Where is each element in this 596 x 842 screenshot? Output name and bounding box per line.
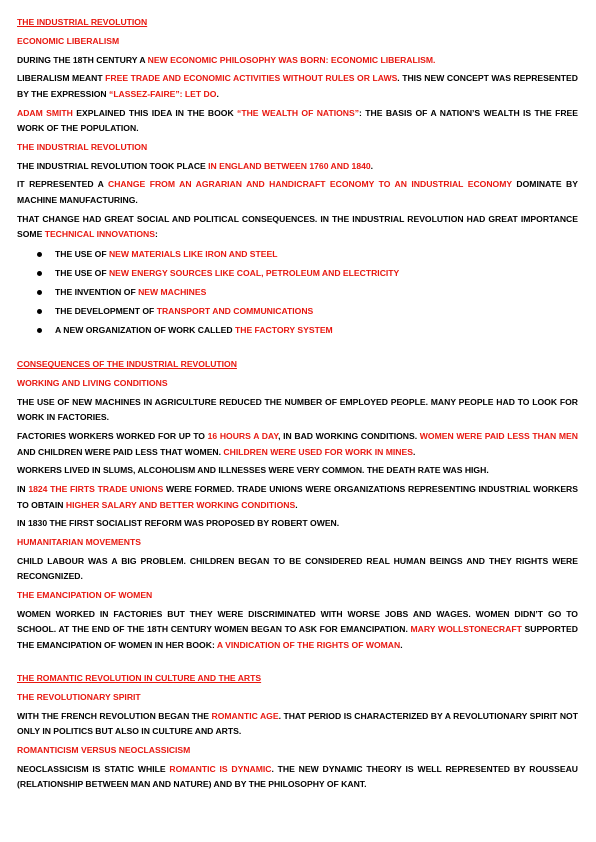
list-item-text [55,287,206,297]
text-run: WITH THE FRENCH REVOLUTION BEGAN THE [17,710,212,721]
highlighted-text: A VINDICATION OF THE RIGHTS OF WOMAN [216,639,401,650]
highlighted-text: “THE WEALTH OF NATIONS” [237,107,360,118]
text-run: . [412,446,416,457]
highlighted-text: CHILDREN WERE USED FOR WORK IN MINES [223,446,413,457]
heading-industrial-revolution: THE INDUSTRIAL REVOLUTION [17,141,148,152]
text-run: : THE BASIS OF A NATION’S WEALTH IS THE FREE WORK OF THE POPULATION. [17,107,578,133]
text-run: NEOCLASSICISM IS STATIC WHILE [17,763,170,774]
highlighted-text: ROMANTIC IS DYNAMIC [169,763,272,774]
paragraph [17,177,578,208]
paragraph [17,53,578,68]
text-run: LIBERALISM MEANT [17,73,106,84]
highlighted-text: NEW ENERGY SOURCES LIKE COAL, PETROLEUM AND ELECTRICITY [108,268,400,279]
text-run: SUPPORTED THE EMANCIPATION OF WOMEN IN HER BOOK: [17,624,578,650]
text-run: WORKERS LIVED IN SLUMS, ALCOHOLISM AND ILLNESSES WERE VERY COMMON. THE DEATH RATE WAS HIGH. [17,465,489,476]
list-item-text [55,268,399,278]
text-run: THE USE OF [55,249,109,260]
heading-revolutionary-spirit: THE REVOLUTIONARY SPIRIT [17,692,141,702]
list-item-text [55,306,313,316]
text-run: : [155,229,158,239]
paragraph [17,554,578,585]
text-run: THE INVENTION OF [55,287,139,297]
list-item [37,321,578,340]
text-run: IN 1830 THE FIRST SOCIALIST REFORM WAS PROPOSED BY ROBERT OWEN. [17,518,340,529]
text-run: THE INDUSTRIAL REVOLUTION TOOK PLACE [17,160,209,171]
text-run: . [295,499,298,510]
highlighted-text: MARY WOLLSTONECRAFT [410,624,522,635]
text-run: DURING THE 18TH CENTURY A [17,54,148,65]
paragraph [17,463,578,478]
text-run: WOMEN WORKED IN FACTORIES BUT THEY WERE DISCRIMINATED WITH WORSE JOBS AND WAGES. WOMEN DIDN’T GO TO SCHOOL. AT THE END OF THE 18TH CENTURY WOMEN BEGAN TO ASK FOR EMANCIPATION. [17,608,578,635]
text-run: . THAT PERIOD IS CHARACTERIZED BY A REVOLUTIONARY SPIRIT NOT ONLY IN POLITICS BUT ALSO IN CULTURE AND ARTS. [17,710,578,737]
paragraph [17,159,578,174]
bullet-icon [37,328,42,333]
document-body [17,15,578,793]
text-run: EXPLAINED THIS IDEA IN THE BOOK [72,107,238,118]
highlighted-text: 1824 THE FIRTS TRADE UNIONS [28,484,164,495]
text-run: THE USE OF NEW MACHINES IN AGRICULTURE REDUCED THE NUMBER OF EMPLOYED PEOPLE. MANY PEOPLE HAD TO LOOK FOR WORK IN FACTORIES. [17,396,578,423]
highlighted-text: NEW MACHINES [138,287,207,297]
section-title-consequences: CONSEQUENCES OF THE INDUSTRIAL REVOLUTION [17,359,237,370]
text-run: CHILD LABOUR WAS A BIG PROBLEM. CHILDREN BEGAN TO BE CONSIDERED REAL HUMAN BEINGS AND THEY RIGHTS WERE RECONGNIZED. [17,555,578,582]
bullet-icon [37,271,42,276]
bullet-icon [37,309,42,314]
bullet-icon [37,252,42,257]
highlighted-text: HIGHER SALARY AND BETTER WORKING CONDITIONS [65,499,296,510]
heading-humanitarian-movements: HUMANITARIAN MOVEMENTS [17,537,141,548]
text-run: THAT CHANGE HAD GREAT SOCIAL AND POLITICAL CONSEQUENCES. IN THE INDUSTRIAL REVOLUTION HAD GREAT IMPORTANCE SOME [17,213,578,239]
paragraph [17,709,578,740]
text-run: A NEW ORGANIZATION OF WORK CALLED [55,324,235,335]
list-item [37,302,578,321]
text-run: . [400,639,403,650]
paragraph [17,395,578,426]
highlighted-text: ROMANTIC AGE [211,710,279,721]
paragraph [17,607,578,653]
paragraph [17,71,578,102]
highlighted-text: NEW ECONOMIC PHILOSOPHY WAS BORN: ECONOMIC LIBERALISM. [147,54,436,65]
highlighted-text: NEW MATERIALS LIKE IRON AND STEEL [108,249,278,260]
highlighted-text: CHANGE FROM AN AGRARIAN AND HANDICRAFT ECONOMY TO AN INDUSTRIAL ECONOMY [108,179,512,190]
text-run: THE USE OF [55,268,109,279]
paragraph [17,106,578,137]
list-item [37,245,578,264]
highlighted-text: TRANSPORT AND COMMUNICATIONS [156,305,314,316]
highlighted-text: 16 HOURS A DAY [207,431,279,442]
heading-working-living-conditions: WORKING AND LIVING CONDITIONS [17,378,168,389]
text-run: . THE NEW DYNAMIC THEORY IS WELL REPRESENTED BY ROUSSEAU (RELATIONSHIP BETWEEN MAN AND NATURE) AND BY THE PHILOSOPHY OF KANT. [17,763,578,790]
list-item [37,264,578,283]
paragraph [17,212,578,243]
section-title-romantic-revolution: THE ROMANTIC REVOLUTION IN CULTURE AND THE ARTS [17,673,262,684]
list-item-text [55,249,278,259]
innovations-list [17,245,578,339]
text-run: . THIS NEW CONCEPT WAS REPRESENTED BY THE EXPRESSION [17,73,578,99]
text-run: WERE FORMED. TRADE UNIONS WERE ORGANIZATIONS REPRESENTING INDUSTRIAL WORKERS TO OBTAIN [17,484,578,510]
text-run: . [216,88,219,99]
list-item [37,283,578,302]
text-run: . [370,160,374,171]
heading-emancipation-of-women: THE EMANCIPATION OF WOMEN [17,590,153,601]
highlighted-text: “LASSEZ-FAIRE”: LET DO [109,88,217,99]
highlighted-text: THE FACTORY SYSTEM [234,324,333,335]
list-item-text [55,325,333,335]
paragraph [17,482,578,513]
text-run: AND CHILDREN WERE PAID LESS THAT WOMEN. [17,446,224,457]
highlighted-text: IN ENGLAND BETWEEN 1760 AND 1840 [208,160,371,171]
highlighted-text: WOMEN WERE PAID LESS THAN MEN [419,431,578,442]
highlighted-text: FREE TRADE AND ECONOMIC ACTIVITIES WITHOUT RULES OR LAWS [105,73,398,84]
text-run: FACTORIES WORKERS WORKED FOR UP TO [17,431,208,442]
text-run: IT REPRESENTED A [17,179,109,190]
heading-economic-liberalism: ECONOMIC LIBERALISM [17,35,120,46]
highlighted-text: ADAM SMITH [17,107,73,118]
text-run: IN [17,484,29,495]
paragraph [17,429,578,460]
highlighted-text: TECHNICAL INNOVATIONS [44,229,155,239]
text-run: THE DEVELOPMENT OF [55,305,157,316]
section-title-industrial-revolution: THE INDUSTRIAL REVOLUTION [17,17,148,27]
text-run: , IN BAD WORKING CONDITIONS. [278,431,420,442]
bullet-icon [37,290,42,295]
paragraph [17,762,578,793]
paragraph [17,516,578,531]
heading-romanticism-vs-neoclassicism: ROMANTICISM VERSUS NEOCLASSICISM [17,745,191,755]
text-run: DOMINATE BY MACHINE MANUFACTURING. [17,179,578,205]
